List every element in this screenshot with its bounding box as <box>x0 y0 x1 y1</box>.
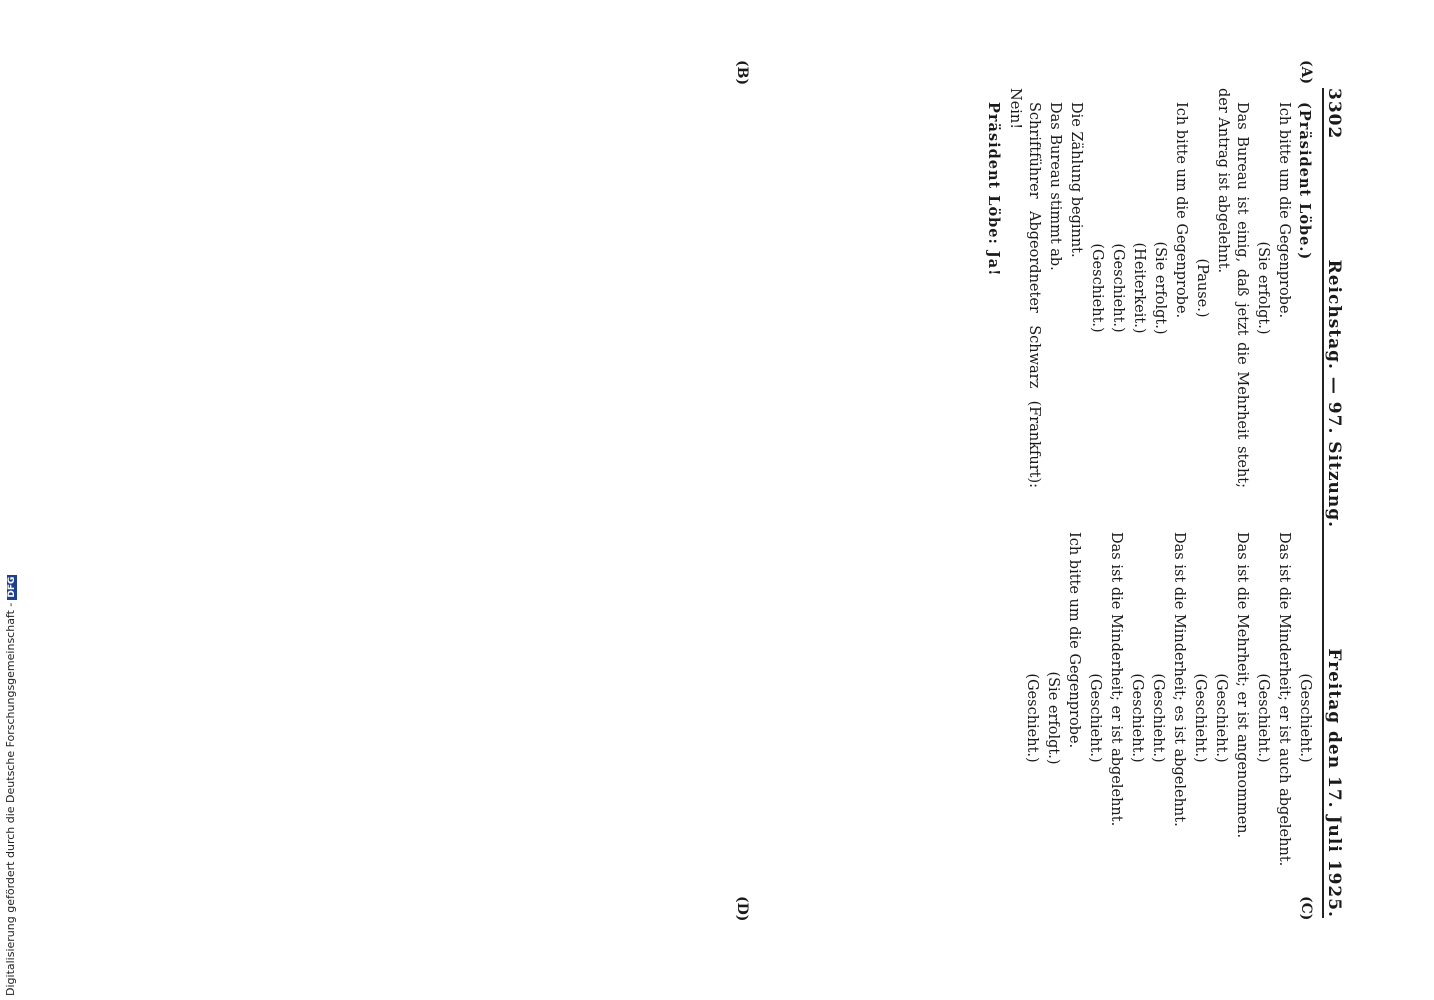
speaker-line: Präsident Löbe: Ja! <box>985 102 1002 277</box>
stage-direction: (Geschieht.) <box>1129 673 1145 763</box>
stage-direction: (Geschieht.) <box>1089 243 1105 333</box>
paragraph: Schriftführer Abgeordneter Schwarz (Frankfurt): Nein! <box>1007 88 1042 488</box>
stage-direction: (Sie erfolgt.) <box>1255 241 1271 335</box>
paragraph: Das ist die Minderheit; er ist auch abgelehnt. <box>1276 532 1292 867</box>
credit-text: Digitalisierung gefördert durch die Deutsche Forschungsgemeinschaft - <box>4 602 17 996</box>
stage-direction: (Geschieht.) <box>1110 243 1126 333</box>
stage-direction: (Sie erfolgt.) <box>1045 671 1061 765</box>
stage-direction: (Geschieht.) <box>1150 673 1166 763</box>
stage-direction: (Geschieht.) <box>1024 673 1040 763</box>
paragraph: Die Zählung beginnt. <box>1068 102 1084 258</box>
stage-direction: (Geschieht.) <box>1255 673 1271 763</box>
stage-direction: (Geschieht.) <box>1213 673 1229 763</box>
speaker-line: (Präsident Löbe.) <box>1296 102 1313 261</box>
margin-mark-d: (D) <box>734 896 750 922</box>
digitization-credit <box>4 576 17 996</box>
document-page <box>110 60 1350 922</box>
paragraph: Ich bitte um die Gegenprobe. <box>1276 102 1292 319</box>
margin-mark-b: (B) <box>734 60 750 86</box>
stage-direction: (Geschieht.) <box>1297 673 1313 763</box>
left-text-column <box>982 88 1314 488</box>
paragraph: Das ist die Minderheit; es ist abgelehnt. <box>1171 532 1187 827</box>
paragraph: Ich bitte um die Gegenprobe. <box>1066 532 1082 749</box>
page-header <box>1322 88 1350 918</box>
page-number: 3302 <box>1324 88 1344 140</box>
stage-direction: (Geschieht.) <box>1087 673 1103 763</box>
dfg-logo: DFG <box>7 576 17 598</box>
stage-direction: (Heiterkeit.) <box>1131 242 1147 334</box>
stage-direction: (Geschieht.) <box>1192 673 1208 763</box>
paragraph: Ich bitte um die Gegenprobe. <box>1173 102 1189 319</box>
header-date: Freitag den 17. Juli 1925. <box>1324 648 1344 918</box>
header-title: Reichstag. — 97. Sitzung. <box>1324 259 1344 529</box>
paragraph: Das Bureau ist einig, daß jetzt die Mehrheit steht; der Antrag ist abgelehnt. <box>1215 88 1250 488</box>
right-text-column <box>1020 518 1314 921</box>
paragraph: Das Bureau stimmt ab. <box>1047 102 1063 271</box>
stage-direction: (Sie erfolgt.) <box>1152 241 1168 335</box>
margin-mark-a: (A) <box>1298 60 1314 85</box>
paragraph: Das ist die Mehrheit; er ist angenommen. <box>1234 532 1250 839</box>
stage-direction: (Pause.) <box>1194 258 1210 318</box>
margin-mark-c: (C) <box>1298 896 1314 921</box>
paragraph: Das ist die Minderheit; er ist abgelehnt. <box>1108 532 1124 827</box>
